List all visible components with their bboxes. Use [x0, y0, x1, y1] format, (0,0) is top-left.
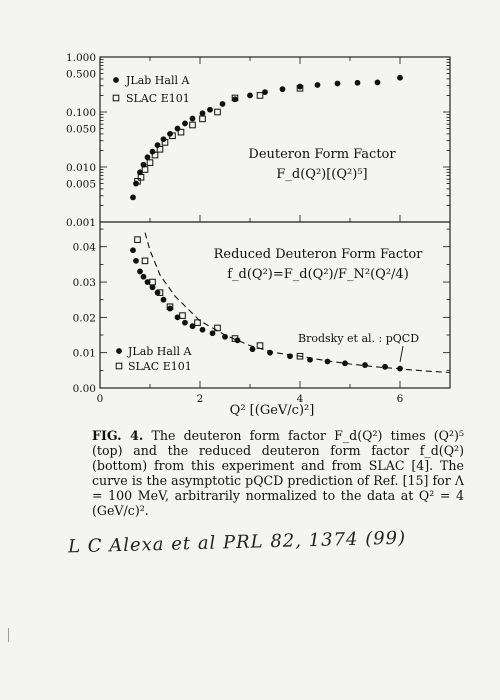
bottom-legend-slac: SLAC E101 — [128, 360, 192, 373]
bottom-point-jlab — [137, 269, 143, 275]
top-title: Deuteron Form Factor — [248, 147, 396, 162]
top-point-slac — [138, 174, 144, 180]
top-point-jlab — [280, 86, 286, 92]
bottom-legend-jlab: JLab Hall A — [128, 345, 192, 358]
top-point-jlab — [355, 80, 361, 86]
bottom-title: Reduced Deuteron Form Factor — [213, 247, 423, 262]
top-panel — [66, 52, 450, 229]
bottom-point-jlab — [133, 258, 139, 264]
top-point-jlab — [315, 82, 321, 88]
bottom-x-tick-label: 2 — [196, 393, 204, 405]
top-point-slac — [200, 116, 206, 122]
top-y-tick-label: 0.010 — [65, 162, 96, 174]
top-point-slac — [215, 109, 221, 115]
bottom-point-slac — [180, 313, 186, 319]
bottom-x-tick-label: 4 — [296, 393, 304, 405]
caption-text: The deuteron form factor F_d(Q²) times (Q²)⁵ (top) and the reduced deuteron form factor f_d(Q²) (bottom) from this experiment and from SLAC [4]. The curve is the asymptotic pQCD prediction of Ref. [15] for Λ = 100 MeV, arbitrarily normalized to the data at Q² = 4 (GeV/c)². — [92, 428, 464, 518]
top-point-jlab — [297, 84, 303, 90]
bottom-point-jlab — [222, 334, 228, 340]
bottom-point-jlab — [250, 346, 256, 352]
top-y-tick-label: 1.000 — [65, 52, 96, 64]
bottom-point-jlab — [397, 366, 403, 372]
top-point-jlab — [130, 195, 136, 201]
figure-caption — [92, 428, 464, 518]
top-point-jlab — [175, 126, 181, 132]
bottom-point-jlab — [325, 359, 331, 365]
bottom-legend-jlab-marker — [116, 348, 122, 354]
bottom-point-jlab — [307, 357, 313, 363]
bottom-point-jlab — [130, 247, 136, 253]
bottom-point-jlab — [141, 274, 147, 280]
bottom-point-slac — [150, 279, 156, 285]
top-point-jlab — [335, 81, 341, 87]
bottom-x-tick-label: 6 — [396, 393, 404, 405]
bottom-point-jlab — [267, 350, 273, 356]
scan-mark — [8, 628, 12, 642]
top-y-tick-label: 0.005 — [65, 178, 96, 191]
bottom-y-tick-label: 0.03 — [72, 277, 96, 290]
top-point-jlab — [375, 80, 381, 86]
bottom-y-tick-label: 0.04 — [72, 241, 96, 254]
bottom-point-jlab — [362, 362, 368, 368]
top-point-jlab — [247, 93, 253, 99]
x-axis-label: Q² [(GeV/c)²] — [229, 403, 315, 418]
pqcd-annotation: Brodsky et al. : pQCD — [298, 332, 420, 345]
top-point-jlab — [232, 96, 238, 102]
top-legend-jlab: JLab Hall A — [126, 74, 190, 87]
top-y-tick-label: 0.100 — [65, 107, 96, 119]
bottom-point-slac — [142, 258, 148, 264]
bottom-point-slac — [135, 237, 141, 243]
bottom-point-jlab — [182, 320, 188, 326]
top-point-jlab — [397, 75, 403, 81]
top-subtitle: F_d(Q²)[(Q²)⁵] — [276, 167, 368, 182]
top-point-slac — [190, 122, 196, 128]
top-point-jlab — [133, 181, 139, 187]
bottom-y-tick-label: 0.02 — [72, 312, 96, 325]
bottom-y-tick-label: 0.00 — [72, 383, 96, 395]
top-y-tick-label: 0.050 — [65, 123, 96, 136]
bottom-point-jlab — [167, 306, 173, 312]
top-point-jlab — [200, 110, 206, 116]
top-point-slac — [147, 160, 153, 166]
top-point-slac — [257, 93, 263, 99]
top-point-jlab — [145, 154, 151, 160]
top-point-jlab — [220, 101, 226, 107]
bottom-point-jlab — [200, 327, 206, 333]
top-point-jlab — [182, 121, 188, 127]
top-y-tick-label: 0.500 — [65, 68, 96, 81]
top-y-tick-label: 0.001 — [65, 217, 96, 229]
top-legend-slac: SLAC E101 — [126, 92, 190, 105]
top-legend-jlab-marker — [113, 77, 119, 83]
bottom-point-jlab — [287, 353, 293, 359]
figure-label: FIG. 4. — [92, 428, 144, 443]
bottom-subtitle: f_d(Q²)=F_d(Q²)/F_N²(Q²/4) — [227, 267, 409, 282]
bottom-legend-slac-marker — [116, 363, 122, 369]
top-legend-slac-marker — [113, 95, 119, 101]
top-point-jlab — [190, 116, 196, 122]
top-point-jlab — [207, 107, 213, 113]
bottom-y-tick-label: 0.01 — [72, 347, 96, 360]
pqcd-annotation-pointer — [400, 346, 403, 362]
bottom-point-jlab — [382, 364, 388, 370]
bottom-x-tick-label: 0 — [96, 393, 104, 405]
handwritten-citation: L C Alexa et al PRL 82, 1374 (99) — [67, 527, 407, 558]
bottom-point-jlab — [161, 297, 167, 303]
bottom-point-jlab — [342, 360, 348, 366]
